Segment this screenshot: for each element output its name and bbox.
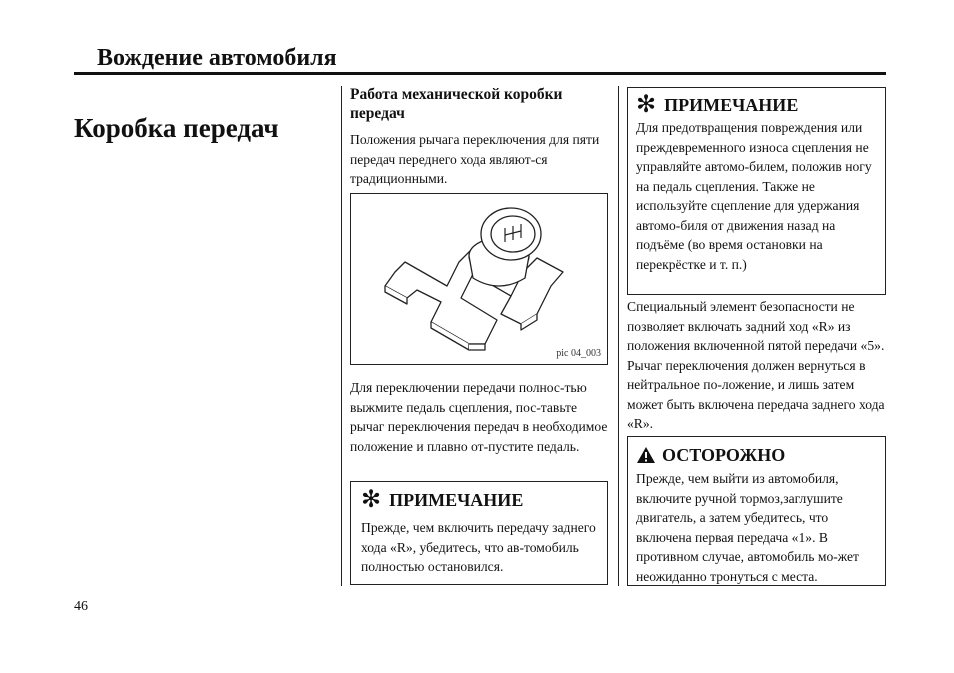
warning-heading-label: ОСТОРОЖНО: [662, 445, 786, 465]
paragraph: Для переключении передачи полнос-тью выжмите педаль сцепления, пос-тавьте рычаг переключения передач в необходимое положение и плавно от-пустите педаль.: [350, 380, 608, 454]
note-heading-label: ПРИМЕЧАНИЕ: [664, 95, 799, 115]
warning-text: Прежде, чем выйти из автомобиля, включите ручной тормоз,заглушите двигатель, а затем убедитесь, что включена первая передача «1». В противном случае, автомобиль мо-жет неожиданно тронуться с места.: [636, 471, 859, 584]
note-box: [627, 87, 886, 295]
page-number: 46: [74, 599, 88, 614]
note-heading: [636, 94, 798, 116]
paragraph: Положения рычага переключения для пяти передач переднего хода являют-ся традиционными.: [350, 132, 600, 186]
header-rule: [74, 72, 886, 75]
warning-heading: [636, 444, 785, 466]
figure-caption: pic 04_003: [556, 348, 601, 359]
asterisk-icon: ✻: [361, 487, 382, 513]
subheading: Работа механической коробки передач: [350, 86, 563, 122]
note-heading: [361, 489, 523, 511]
asterisk-icon: ✻: [636, 92, 657, 118]
note-box: [350, 481, 608, 585]
section-title: Коробка передач: [74, 113, 279, 143]
warning-triangle-icon: [636, 446, 656, 464]
chapter-title: Вождение автомобиля: [97, 45, 337, 71]
paragraph: Специальный элемент безопасности не позволяет включать задний ход «R» из положения включенной пятой передачи «5». Рычаг переключения должен вернуться в нейтральное по-ложение, и лишь затем может быть включена передача заднего хода «R».: [627, 299, 885, 431]
note-text: Прежде, чем включить передачу заднего хода «R», убедитесь, что ав-томобиль полностью остановился.: [361, 520, 596, 574]
column-divider: [618, 86, 619, 586]
gear-shift-figure: [350, 193, 608, 365]
gear-pattern-illustration: [351, 194, 609, 366]
column-divider: [341, 86, 342, 586]
note-heading-label: ПРИМЕЧАНИЕ: [389, 490, 524, 510]
note-text: Для предотвращения повреждения или преждевременного износа сцепления не управляйте автомо-билем, положив ногу на педаль сцепления. Также не используйте сцепление для удержания автомо-биля от движения назад на подъёме (во время остановки на перекрёстке и т. п.): [636, 120, 872, 272]
warning-box: [627, 436, 886, 586]
